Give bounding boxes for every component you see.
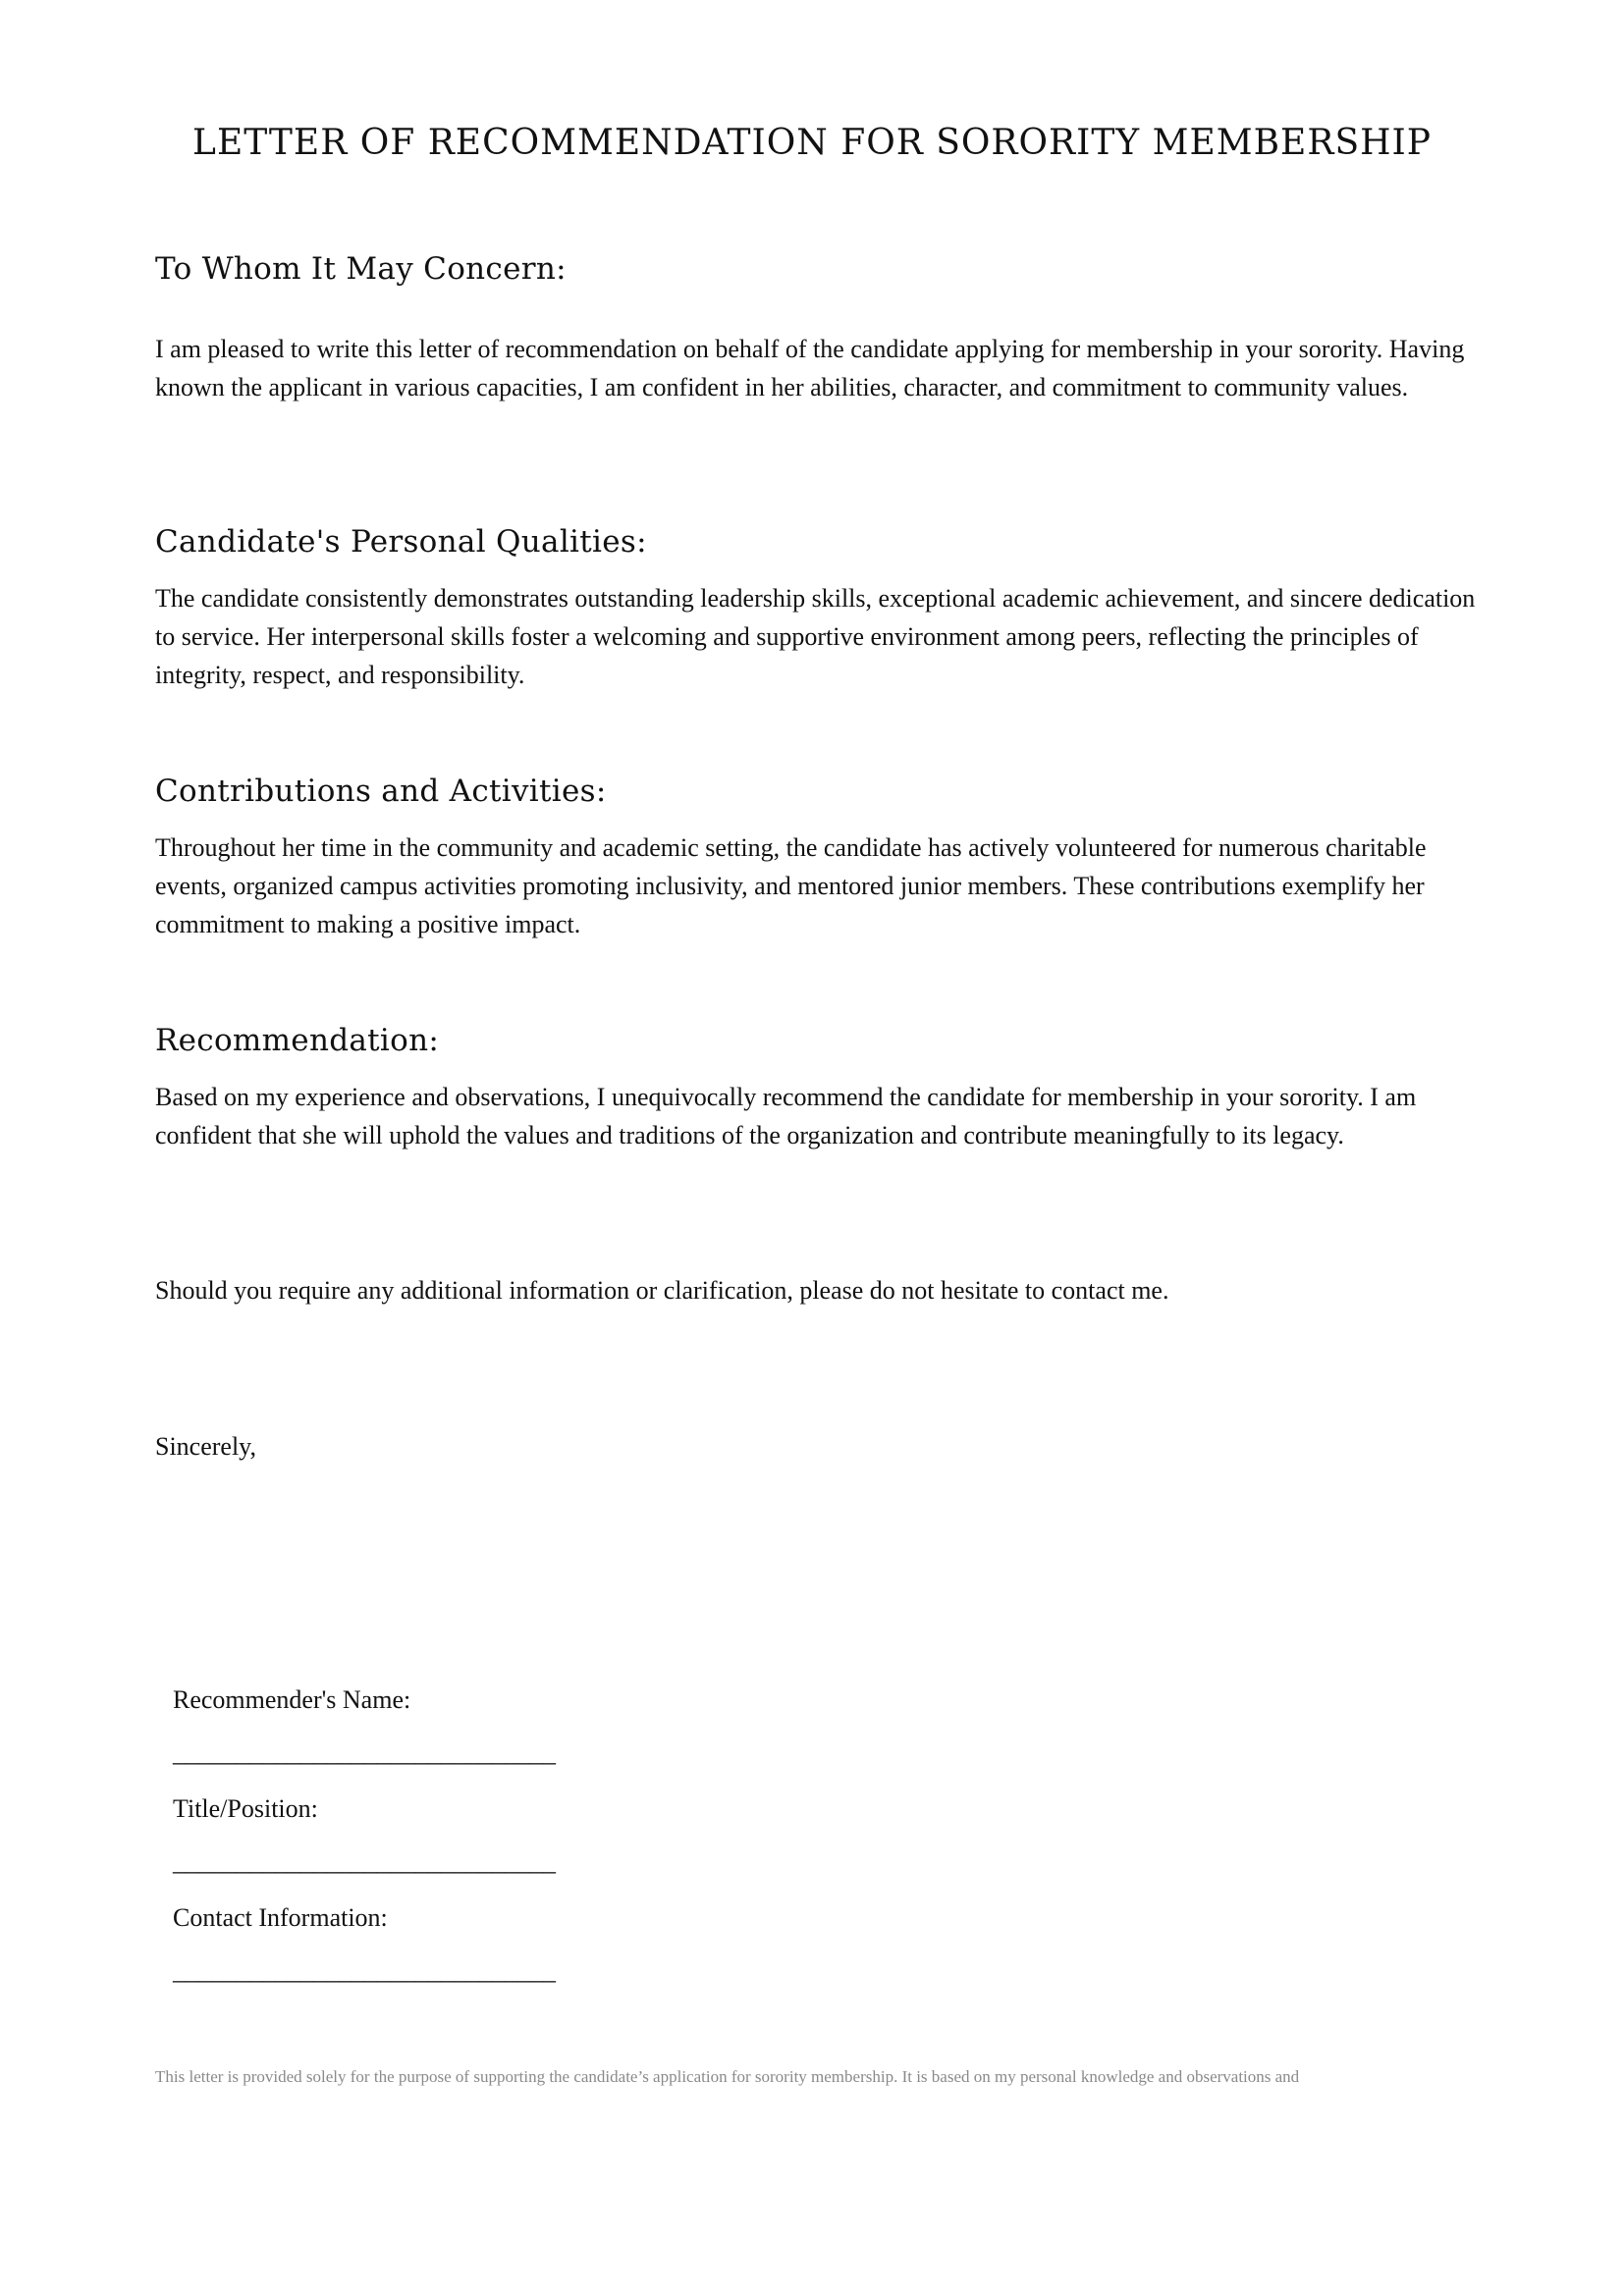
section-body-personal-qualities: The candidate consistently demonstrates outstanding leadership skills, exceptional academic achievement, and sincere dedication to service. Her interpersonal skills foster a welcoming and supportive environment among peers, reflecting the principles of integrity, respect, and responsibility. (155, 584, 1476, 689)
title-position-line: ______________________________ (173, 1847, 556, 1876)
salutation: To Whom It May Concern: (155, 251, 567, 287)
recommender-name-line: ______________________________ (173, 1738, 556, 1767)
title-position-label: Title/Position: (173, 1794, 318, 1823)
closing: Sincerely, (155, 1432, 256, 1461)
contact-information-label: Contact Information: (173, 1903, 388, 1932)
contact-note: Should you require any additional information or clarification, please do not hesitate to contact me. (155, 1276, 1169, 1305)
letter-title: LETTER OF RECOMMENDATION FOR SORORITY MEMBERSHIP (192, 123, 1432, 163)
signature-block (173, 1682, 762, 2009)
section-body-recommendation: Based on my experience and observations, I unequivocally recommend the candidate for membership in your sorority. I am confident that she will uphold the values and traditions of the organization and contribute meaningfully to its legacy. (155, 1083, 1417, 1149)
contact-information-line: ______________________________ (173, 1956, 556, 1985)
section-heading-contributions: Contributions and Activities: (155, 774, 607, 809)
disclaimer: This letter is provided solely for the purpose of supporting the candidate’s application for sorority membership. It is based on my personal knowledge and observations and (155, 2067, 1300, 2086)
section-body-contributions: Throughout her time in the community and academic setting, the candidate has actively volunteered for numerous charitable events, organized campus activities promoting inclusivity, and mentored junior members. These contributions exemplify her commitment to making a positive impact. (155, 833, 1427, 938)
recommender-name-label: Recommender's Name: (173, 1685, 411, 1714)
section-heading-recommendation: Recommendation: (155, 1023, 440, 1058)
intro-paragraph: I am pleased to write this letter of recommendation on behalf of the candidate applying for membership in your sorority. Having known the applicant in various capacities, I am confident in her abilities, character, and commitment to community values. (155, 335, 1465, 401)
section-heading-personal-qualities: Candidate's Personal Qualities: (155, 524, 647, 560)
